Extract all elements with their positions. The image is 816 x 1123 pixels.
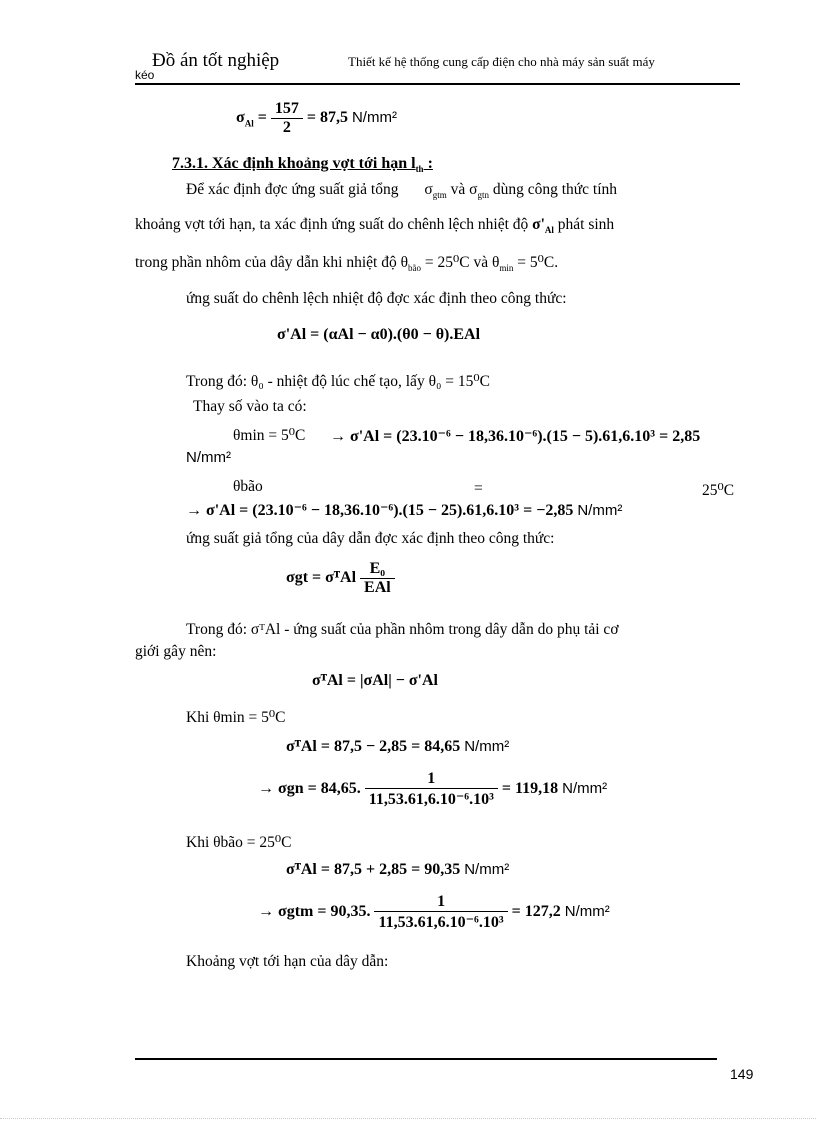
equation-sigma-gn: → σgn = 84,65. $\frac{1}{\text{11,53.61,6.10⁻⁶.10³}}$ = 119,18 N/mm² — [258, 770, 608, 808]
case-min-equation: → σ'Al = (23.10⁻⁶ − 18,36.10⁻⁶).(15 − 5).61,6.10³ = 2,85 — [330, 428, 701, 445]
case-bao-value: 25⁰C — [702, 482, 735, 499]
case-min-heading: Khi θmin = 5⁰C — [186, 709, 286, 726]
gt-intro: ứng suất giả tổng của dây dẫn đợc xác định theo công thức: — [186, 530, 555, 547]
case-min-condition: θmin = 5⁰C — [233, 427, 306, 444]
fraction: $\frac{\text{E₀}}{\text{EAl}}$ — [360, 560, 395, 597]
page-number: 149 — [730, 1066, 754, 1082]
header-title: Đồ án tốt nghiệp — [152, 50, 280, 71]
footer-rule — [135, 1058, 717, 1060]
equation-thermal-stress: σ'Al = (αAl − α0).(θ0 − θ).EAl — [277, 326, 481, 343]
para1-line3: trong phần nhôm của dây dẫn khi nhiệt độ $\theta_{bão} = 25^0C$ và $\theta_{min} = 5^0C$. — [135, 254, 559, 274]
equation-sigma-gt: σgt = σᵀAl $\frac{\text{E₀}}{\text{EAl}}$ — [286, 560, 395, 597]
equation-sigma-gtm: → σgtm = 90,35. $\frac{1}{\text{11,53.61,6.10⁻⁶.10³}}$ = 127,2 N/mm² — [258, 893, 610, 931]
where-sigma-t-cont: giới gây nên: — [135, 643, 217, 660]
critical-span-intro: Khoảng vợt tới hạn của dây dẫn: — [186, 953, 389, 970]
equation-sigma-t-bao: σᵀAl = 87,5 + 2,85 = 90,35 N/mm² — [286, 861, 510, 878]
stress-intro: ứng suất do chênh lệch nhiệt độ đợc xác định theo công thức: — [186, 290, 567, 307]
case-min-unit: N/mm² — [186, 449, 231, 466]
equation-sigma-t: σᵀAl = |σAl| − σ'Al — [312, 672, 438, 689]
page-edge — [0, 1118, 816, 1119]
equation-sigma-al: $\sigma_{Al}$ = $\frac{157}{2}$ = 87,5 N/mm² — [236, 100, 397, 136]
section-heading: 7.3.1. Xác định khoảng vợt tới hạn $l_{th}$ : — [172, 155, 433, 175]
where-sigma-t: Trong đó: σᵀAl - ứng suất của phần nhôm trong dây dẫn do phụ tải cơ — [186, 621, 619, 638]
case-bao-heading: Khi θbão = 25⁰C — [186, 834, 292, 851]
where-theta0: Trong đó: θ₀ - nhiệt độ lúc chế tạo, lấy θ₀ = 15⁰C — [186, 373, 490, 390]
fraction: $\frac{157}{2}$ — [271, 100, 303, 137]
para1-line2: khoảng vợt tới hạn, ta xác định ứng suất do chênh lệch nhiệt độ $\sigma'_{Al}$ phát sinh — [135, 216, 615, 236]
header-rule — [135, 83, 740, 85]
case-bao-equals: = — [474, 480, 483, 497]
fraction: $\frac{1}{\text{11,53.61,6.10⁻⁶.10³}}$ — [365, 770, 498, 809]
equation-sigma-t-min: σᵀAl = 87,5 − 2,85 = 84,65 N/mm² — [286, 738, 510, 755]
header-subtitle-wrap: kéo — [135, 68, 155, 82]
case-bao-condition: θbão — [233, 478, 263, 495]
para1-line1: Để xác định đợc ứng suất giả tổng $\sigma_{gtm}$ và $\sigma_{gtn}$ dùng công thức tính — [186, 181, 618, 201]
fraction: $\frac{1}{\text{11,53.61,6.10⁻⁶.10³}}$ — [374, 893, 507, 932]
substitute-line: Thay số vào ta có: — [193, 398, 307, 415]
header-subtitle: Thiết kế hệ thống cung cấp điện cho nhà máy sản suất máy — [348, 54, 655, 69]
case-bao-equation: → σ'Al = (23.10⁻⁶ − 18,36.10⁻⁶).(15 − 25).61,6.10³ = −2,85 N/mm² — [186, 502, 623, 519]
